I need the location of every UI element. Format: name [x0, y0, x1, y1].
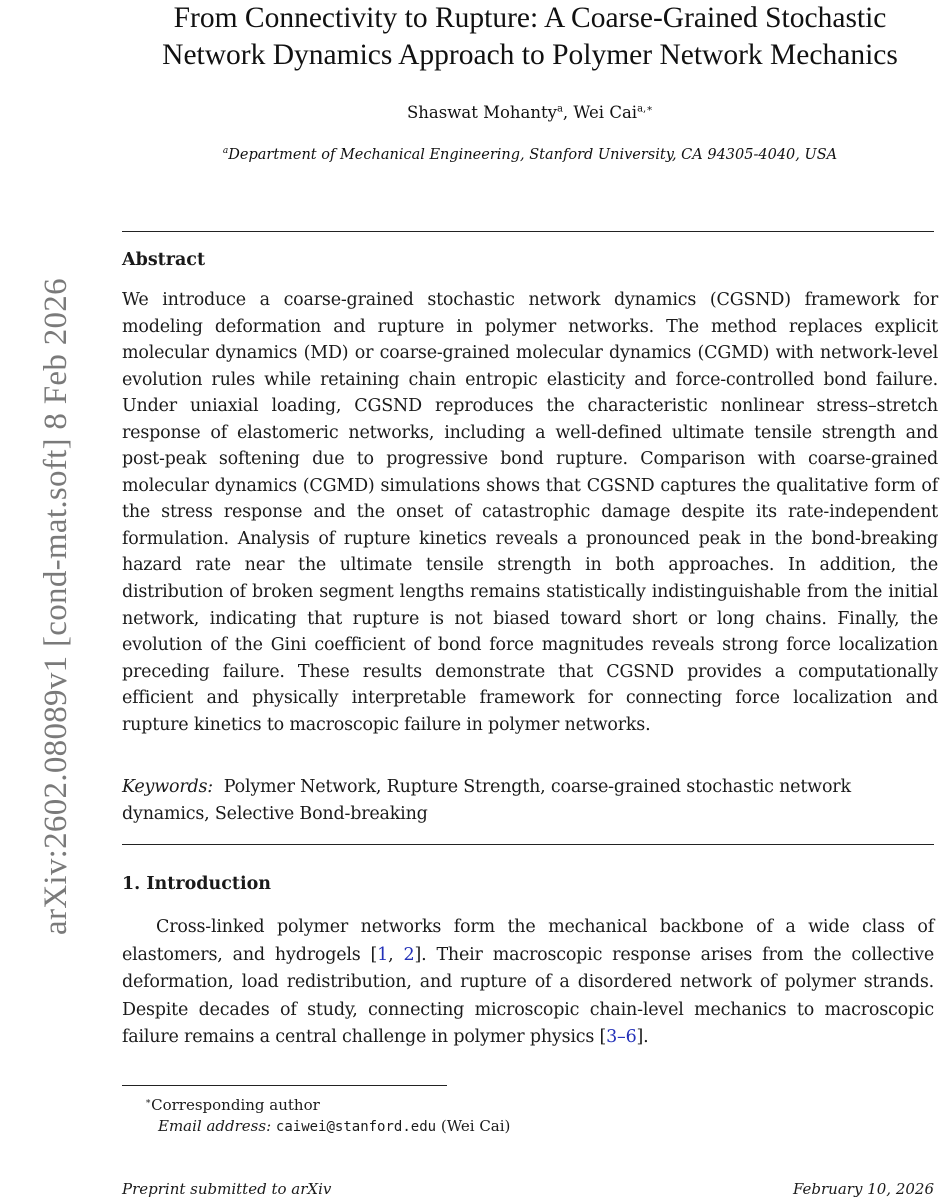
- intro-text: ].: [636, 1027, 649, 1047]
- top-divider: [122, 231, 934, 232]
- abstract-heading: Abstract: [122, 250, 206, 270]
- footnote-marker: ∗: [145, 1097, 152, 1107]
- intro-text: Cross-linked polymer networks form the mechanical backbone of a wide class of elastomers, and hydrogels [: [122, 917, 934, 965]
- citation-link[interactable]: 3–6: [606, 1027, 637, 1047]
- email-address[interactable]: caiwei@stanford.edu: [275, 1119, 437, 1135]
- bottom-divider: [122, 844, 934, 845]
- author-affil-marker: a,∗: [637, 103, 653, 115]
- intro-text: ]. Their macroscopic response arises from the collective deformation, load redistribution, and rupture of a disordered network of polymer strands. Despite decades of study, connecting microscopic chain-level mechanics to macroscopic failure remains a central challenge in polymer physics [: [122, 944, 934, 1047]
- footnote: [122, 1092, 510, 1138]
- email-label: Email address:: [158, 1117, 272, 1135]
- keywords-text: Polymer Network, Rupture Strength, coarse-grained stochastic network dynamics, Selective Bond-breaking: [122, 777, 851, 824]
- footer-date: February 10, 2026: [792, 1180, 934, 1198]
- paper-title: [120, 0, 940, 74]
- footnote-divider: [122, 1085, 447, 1086]
- footer-preprint: Preprint submitted to arXiv: [122, 1180, 332, 1198]
- arxiv-identifier: arXiv:2602.08089v1 [cond-mat.soft] 8 Feb 2026: [38, 278, 74, 935]
- citation-link[interactable]: 2: [403, 944, 415, 965]
- affiliation: [120, 146, 940, 163]
- author-name: Wei Cai: [573, 103, 638, 122]
- affiliation-text: Department of Mechanical Engineering, Stanford University, CA 94305-4040, USA: [228, 146, 838, 163]
- arxiv-sidebar-stamp: [0, 200, 74, 940]
- section-heading-introduction: 1. Introduction: [122, 874, 271, 894]
- title-line-1: From Connectivity to Rupture: A Coarse-Grained Stochastic: [173, 2, 887, 34]
- introduction-paragraph: [122, 914, 934, 1052]
- author-name: Shaswat Mohanty: [407, 103, 557, 122]
- author-separator: ,: [562, 103, 574, 122]
- author-affil-marker: a: [556, 103, 563, 115]
- footnote-corresponding: Corresponding author: [151, 1096, 320, 1114]
- affiliation-marker: a: [222, 146, 229, 156]
- author-list: [120, 103, 940, 122]
- keywords: [122, 774, 922, 827]
- title-line-2: Network Dynamics Approach to Polymer Network Mechanics: [162, 39, 898, 71]
- keywords-label: Keywords:: [122, 777, 214, 797]
- citation-link[interactable]: 1: [377, 944, 389, 965]
- citation-separator: ,: [388, 944, 404, 965]
- email-owner: (Wei Cai): [440, 1117, 511, 1135]
- abstract-text: We introduce a coarse-grained stochastic network dynamics (CGSND) framework for modeling deformation and rupture in polymer networks. The method replaces explicit molecular dynamics (MD) or coarse-grained molecular dynamics (CGMD) with network-level evolution rules while retaining chain entropic elasticity and force-controlled bond failure. Under uniaxial loading, CGSND reproduces the characteristic nonlinear stress–stretch response of elastomeric networks, including a well-defined ultimate tensile strength and post-peak softening due to progressive bond rupture. Comparison with coarse-grained molecular dynamics (CGMD) simulations shows that CGSND captures the qualitative form of the stress response and the onset of catastrophic damage despite its rate-independent formulation. Analysis of rupture kinetics reveals a pronounced peak in the bond-breaking hazard rate near the ultimate tensile strength in both approaches. In addition, the distribution of broken segment lengths remains statistically indistinguishable from the initial network, indicating that rupture is not biased toward short or long chains. Finally, the evolution of the Gini coefficient of bond force magnitudes reveals strong force localization preceding failure. These results demonstrate that CGSND provides a computationally efficient and physically interpretable framework for connecting force localization and rupture kinetics to macroscopic failure in polymer networks.: [122, 290, 938, 735]
